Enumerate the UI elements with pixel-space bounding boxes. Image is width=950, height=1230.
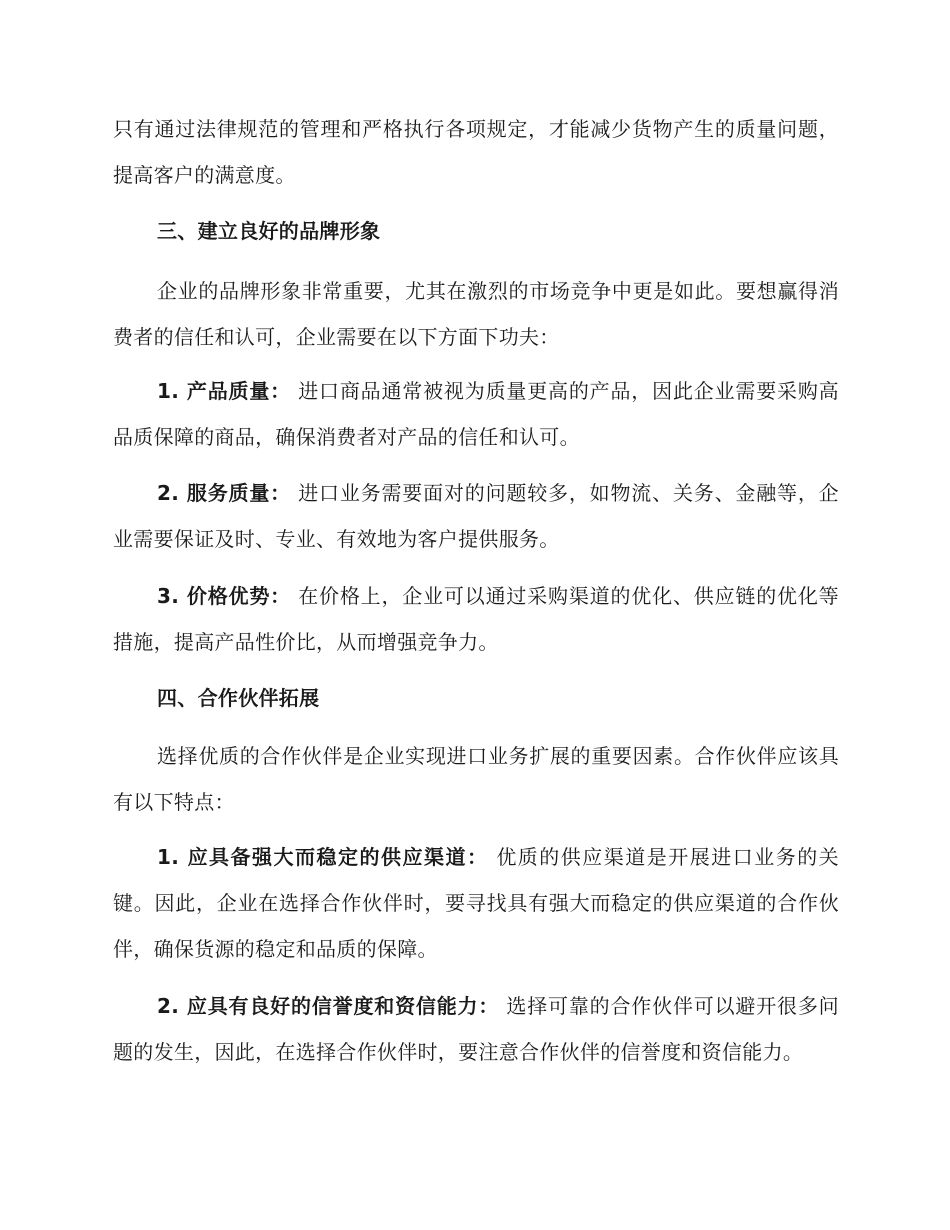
list-item-lead: 3. 价格优势： <box>157 584 291 608</box>
list-item-lead: 2. 服务质量： <box>157 481 291 505</box>
heading-text: 四、合作伙伴拓展 <box>157 686 320 710</box>
paragraph-text: 只有通过法律规范的管理和严格执行各项规定，才能减少货物产生的质量问题，提高客户的满意度。 <box>113 117 839 187</box>
list-item-text: 进口商品通常被视为质量更高的产品，因此企业需要采购高品质保障的商品，确保消费者对产品的信任和认可。 <box>113 379 839 449</box>
paragraph-closing-quality <box>113 106 839 198</box>
list-item-credibility <box>113 983 839 1075</box>
paragraph-text: 企业的品牌形象非常重要，尤其在激烈的市场竞争中更是如此。要想赢得消费者的信任和认可，企业需要在以下方面下功夫： <box>113 279 839 349</box>
list-item-supply-channel <box>113 834 839 972</box>
paragraph-partners-intro <box>113 733 839 825</box>
list-item-text: 在价格上，企业可以通过采购渠道的优化、供应链的优化等措施，提高产品性价比，从而增强竞争力。 <box>113 584 839 654</box>
list-item-text: 进口业务需要面对的问题较多，如物流、关务、金融等，企业需要保证及时、专业、有效地为客户提供服务。 <box>113 481 839 551</box>
list-item-lead: 1. 产品质量： <box>157 379 291 403</box>
list-item-service-quality <box>113 470 839 562</box>
list-item-price-advantage <box>113 573 839 665</box>
section-heading-partners <box>113 675 839 721</box>
list-item-lead: 1. 应具备强大而稳定的供应渠道： <box>157 845 489 869</box>
paragraph-text: 选择优质的合作伙伴是企业实现进口业务扩展的重要因素。合作伙伴应该具有以下特点： <box>113 744 839 814</box>
section-heading-brand-image <box>113 208 839 254</box>
list-item-text: 优质的供应渠道是开展进口业务的关键。因此，企业在选择合作伙伴时，要寻找具有强大而稳定的供应渠道的合作伙伴，确保货源的稳定和品质的保障。 <box>113 845 839 961</box>
list-item-product-quality <box>113 368 839 460</box>
paragraph-brand-intro <box>113 268 839 360</box>
list-item-lead: 2. 应具有良好的信誉度和资信能力： <box>157 994 500 1018</box>
list-item-text: 选择可靠的合作伙伴可以避开很多问题的发生，因此，在选择合作伙伴时，要注意合作伙伴的信誉度和资信能力。 <box>113 994 839 1064</box>
heading-text: 三、建立良好的品牌形象 <box>157 219 381 243</box>
